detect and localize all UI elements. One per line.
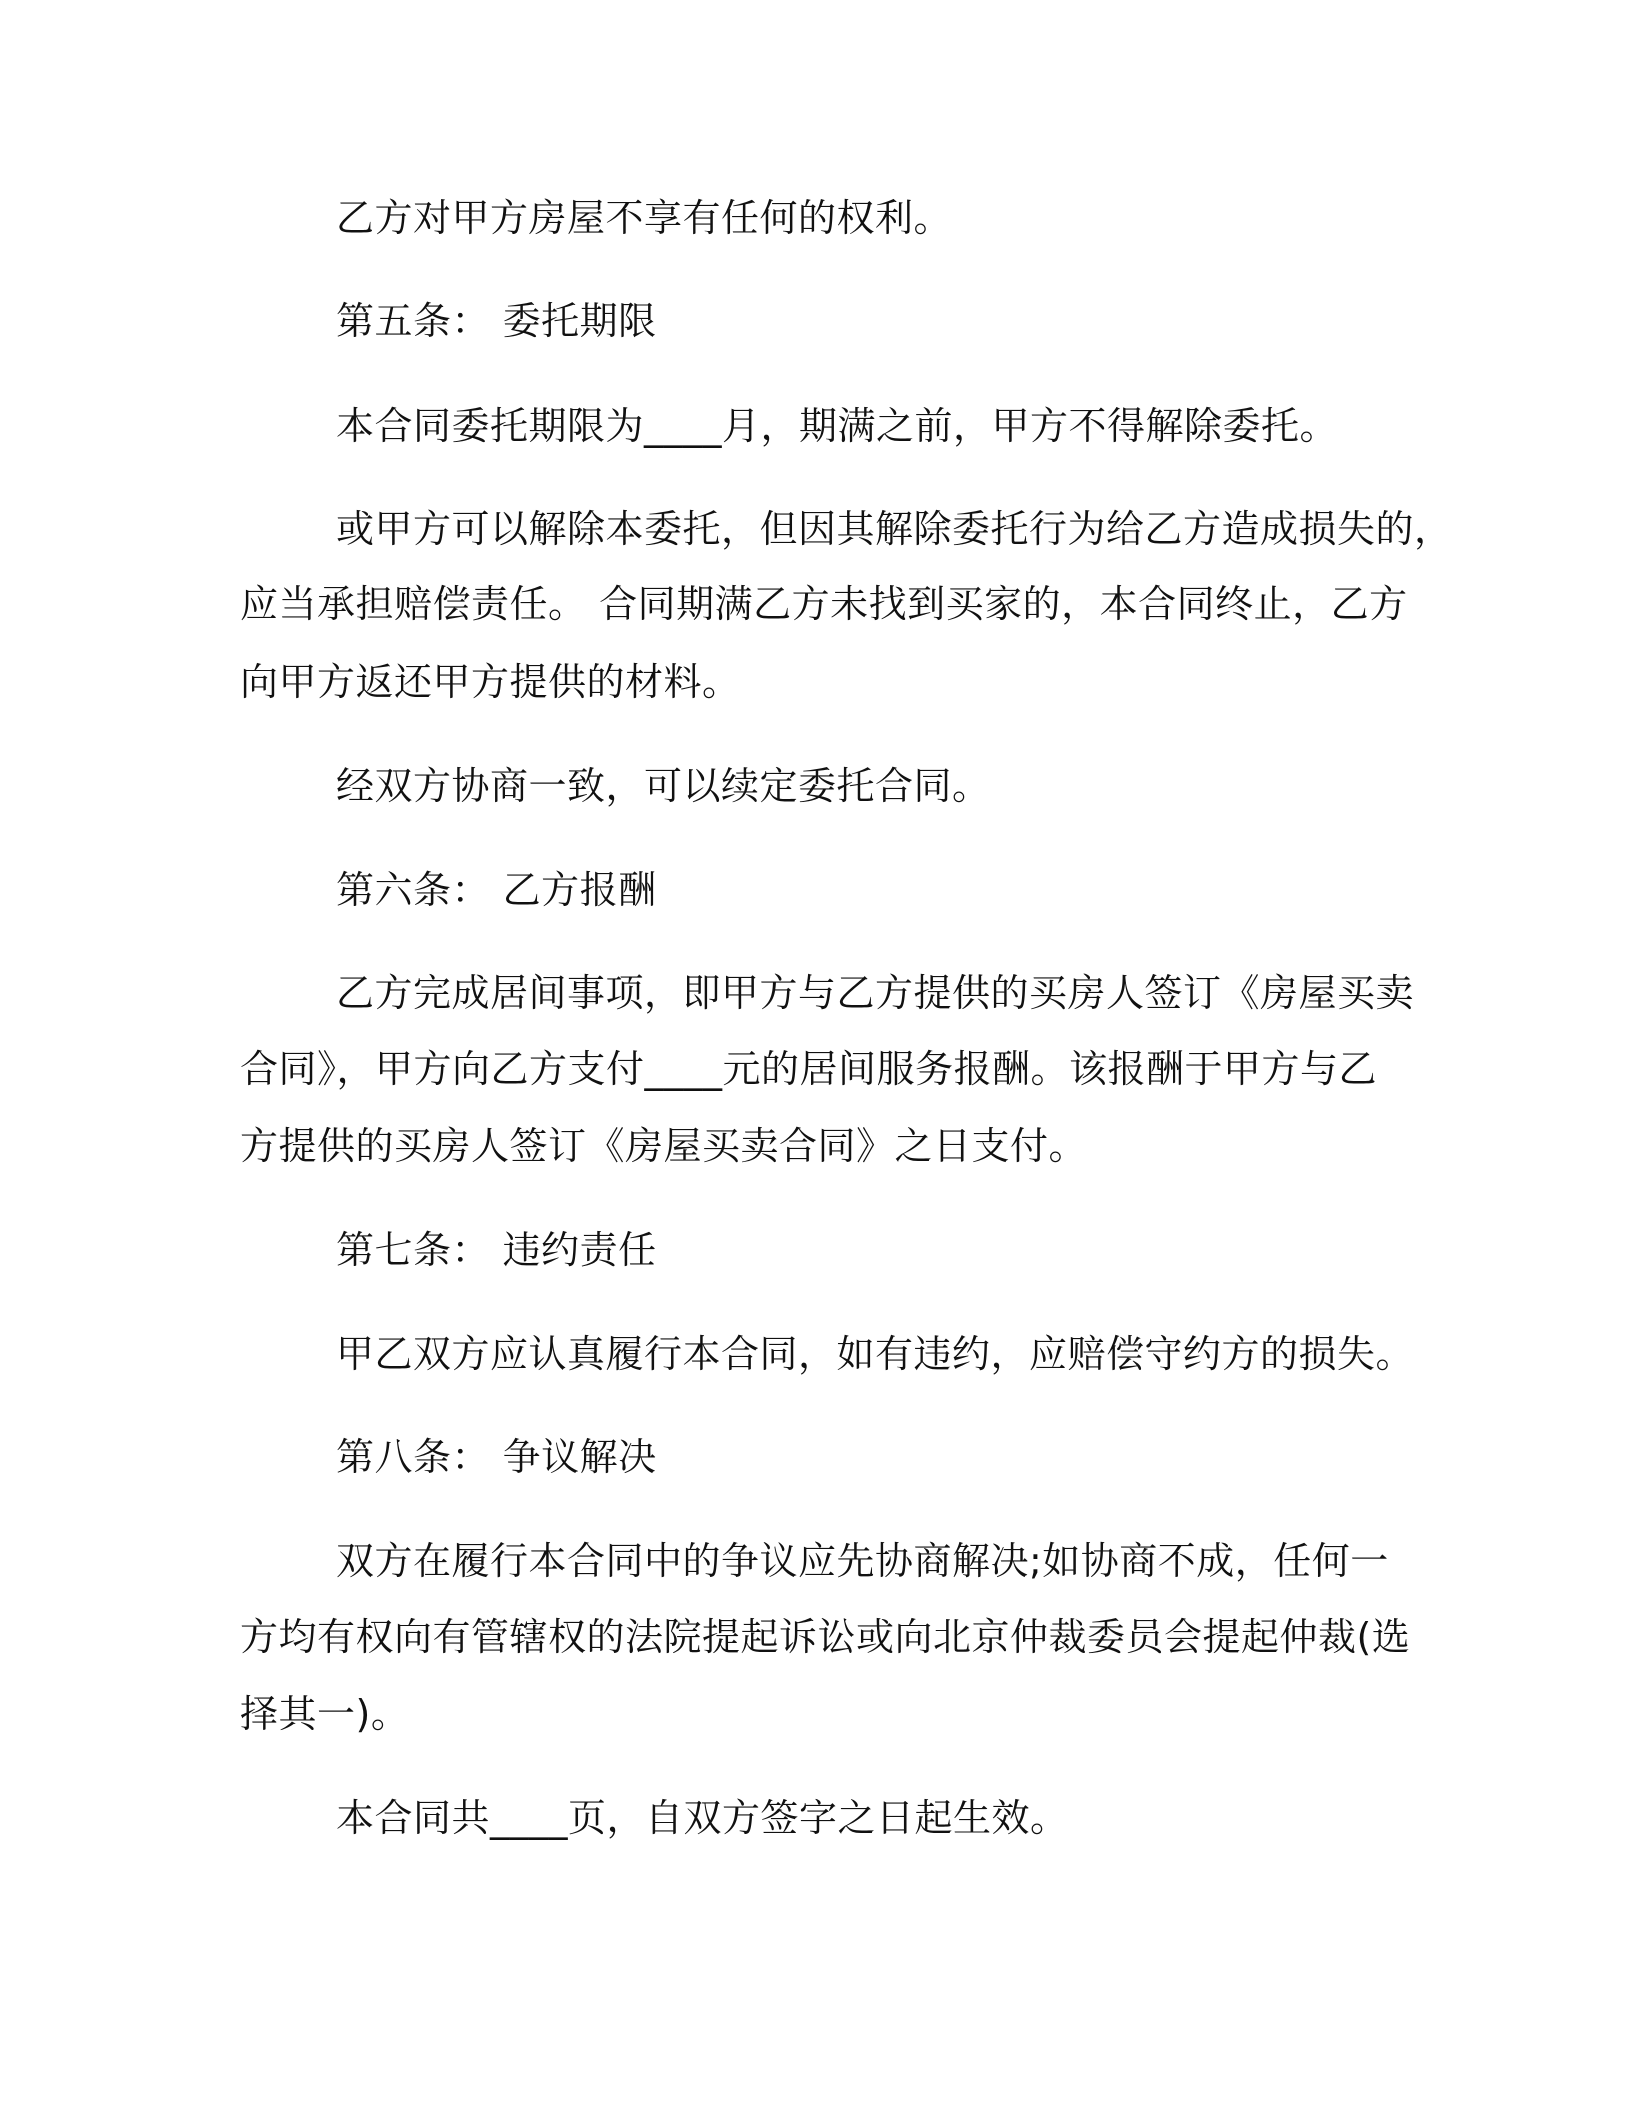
article-8-heading: 第八条： 争议解决	[336, 1435, 657, 1479]
paragraph-line: 应当承担赔偿责任。 合同期满乙方未找到买家的，本合同终止，乙方	[240, 582, 1408, 626]
paragraph-line: 乙方对甲方房屋不享有任何的权利。	[336, 196, 953, 240]
paragraph-line: 合同》，甲方向乙方支付____元的居间服务报酬。该报酬于甲方与乙	[240, 1047, 1378, 1091]
paragraph-line: 择其一)。	[240, 1692, 410, 1736]
article-6-heading: 第六条： 乙方报酬	[336, 868, 657, 912]
paragraph-line: 方提供的买房人签订《房屋买卖合同》之日支付。	[240, 1124, 1088, 1168]
article-5-heading: 第五条： 委托期限	[336, 299, 657, 343]
paragraph-line: 乙方完成居间事项，即甲方与乙方提供的买房人签订《房屋买卖	[336, 971, 1415, 1015]
paragraph-line: 本合同委托期限为____月，期满之前，甲方不得解除委托。	[336, 404, 1339, 448]
paragraph-line: 方均有权向有管辖权的法院提起诉讼或向北京仲裁委员会提起仲裁(选	[240, 1615, 1411, 1659]
paragraph-line: 本合同共____页，自双方签字之日起生效。	[336, 1796, 1069, 1840]
paragraph-line: 双方在履行本合同中的争议应先协商解决;如协商不成，任何一	[336, 1539, 1389, 1583]
paragraph-line: 向甲方返还甲方提供的材料。	[240, 660, 741, 704]
paragraph-line: 经双方协商一致，可以续定委托合同。	[336, 764, 991, 808]
paragraph-line: 或甲方可以解除本委托，但因其解除委托行为给乙方造成损失的，	[336, 507, 1453, 551]
paragraph-line: 甲乙双方应认真履行本合同，如有违约，应赔偿守约方的损失。	[336, 1332, 1415, 1376]
article-7-heading: 第七条： 违约责任	[336, 1228, 657, 1272]
